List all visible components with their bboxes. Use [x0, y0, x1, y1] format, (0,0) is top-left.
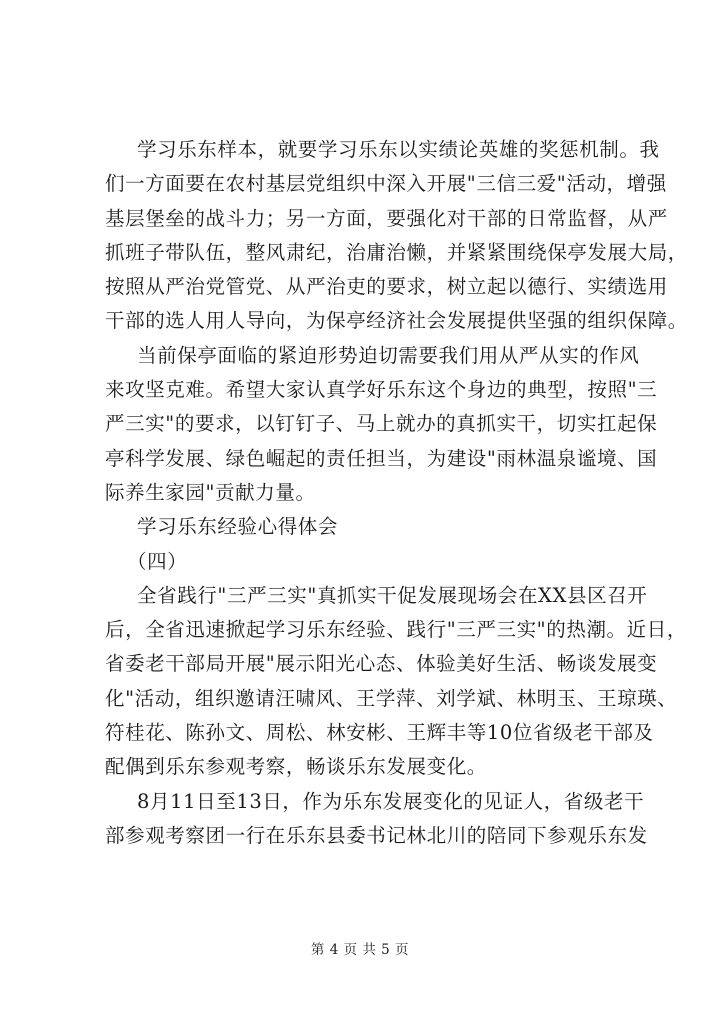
paragraph-line: 配偶到乐东参观考察，畅谈乐东发展变化。 — [105, 755, 487, 779]
paragraph-line: 们一方面要在农村基层党组织中深入开展"三信三爱"活动，增强 — [105, 172, 667, 196]
paragraph-line: 后，全省迅速掀起学习乐东经验、践行"三严三实"的热潮。近日， — [105, 618, 687, 642]
paragraph-line: 来攻坚克难。希望大家认真学好乐东这个身边的典型，按照"三 — [105, 378, 658, 402]
paragraph-line: 全省践行"三严三实"真抓实干促发展现场会在XX县区召开 — [137, 583, 648, 607]
section-title: 学习乐东经验心得体会 — [137, 515, 339, 539]
paragraph-line: 当前保亭面临的紧迫形势迫切需要我们用从严从实的作风 — [137, 343, 640, 367]
paragraph-3 — [105, 579, 687, 785]
section-title-block — [105, 510, 645, 579]
paragraph-line: 际养生家园"贡献力量。 — [105, 480, 316, 504]
paragraph-line: 亭科学发展、绿色崛起的责任担当，为建设"雨林温泉谧境、国 — [105, 446, 658, 470]
paragraph-line: 严三实"的要求，以钉钉子、马上就办的真抓实干，切实扛起保 — [105, 412, 658, 436]
paragraph-2 — [105, 339, 658, 510]
paragraph-line: 部参观考察团一行在乐东县委书记林北川的陪同下参观乐东发 — [105, 823, 648, 847]
paragraph-4 — [105, 785, 648, 854]
paragraph-line: 化"活动，组织邀请汪啸风、王学萍、刘学斌、林明玉、王琼瑛、 — [105, 686, 678, 710]
paragraph-line: 省委老干部局开展"展示阳光心态、体验美好生活、畅谈发展变 — [105, 652, 658, 676]
paragraph-line: 学习乐东样本，就要学习乐东以实绩论英雄的奖惩机制。我 — [137, 138, 660, 161]
paragraph-line: 8月11日至13日，作为乐东发展变化的见证人，省级老干 — [137, 789, 645, 813]
paragraph-line: 符桂花、陈孙文、周松、林安彬、王辉丰等10位省级老干部及 — [105, 721, 654, 745]
paragraph-line: 干部的选人用人导向，为保亭经济社会发展提供坚强的组织保障。 — [105, 309, 688, 333]
document-body — [105, 133, 688, 853]
paragraph-1 — [105, 133, 688, 339]
section-number: （四） — [127, 549, 188, 573]
paragraph-line: 抓班子带队伍，整风肃纪，治庸治懒，并紧紧围绕保亭发展大局， — [105, 240, 688, 264]
paragraph-line: 按照从严治党管党、从严治吏的要求，树立起以德行、实绩选用 — [105, 275, 668, 299]
paragraph-line: 基层堡垒的战斗力；另一方面，要强化对干部的日常监督，从严 — [105, 206, 668, 230]
page-footer: 第 4 页 共 5 页 — [310, 942, 410, 958]
